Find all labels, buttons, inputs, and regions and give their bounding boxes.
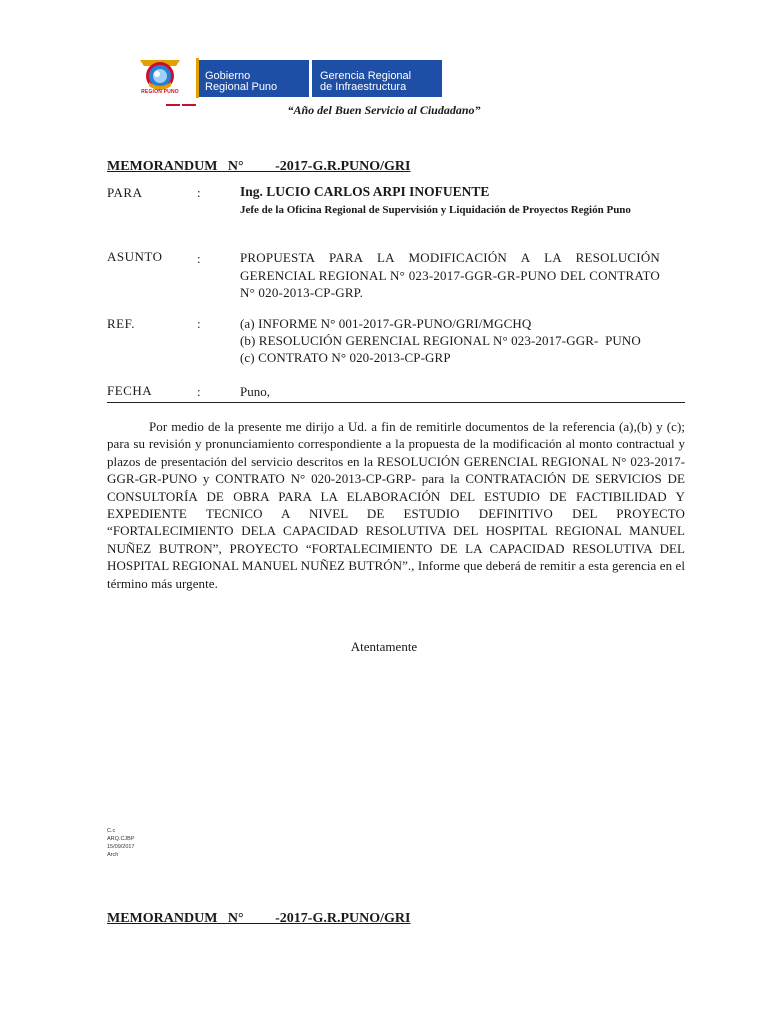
gerencia-line-1: Gerencia Regional [320,70,412,82]
para-colon: : [197,185,201,200]
header-rule [107,402,685,403]
reference-item: (a) INFORME N° 001-2017-GR-PUNO/GRI/MGCHQ [240,316,532,331]
asunto-label: ASUNTO [107,249,163,264]
year-motto: “Año del Buen Servicio al Ciudadano” [287,103,481,117]
fecha-colon: : [197,384,201,399]
cc-line: 15/09/2017 [107,844,135,850]
reference-list [240,315,641,366]
memo-title: MEMORANDUM N° -2017-G.R.PUNO/GRI [107,159,411,174]
cc-line: C.c [107,828,116,834]
gobierno-line-1: Gobierno [205,70,251,82]
cc-block [107,827,135,859]
cc-line: ARQ.CJBP [107,836,135,842]
seal-caption: REGION PUNO [141,89,179,95]
reference-item: (b) RESOLUCIÓN GERENCIAL REGIONAL N° 023-2017-GGR- PUNO [240,333,641,348]
recipient-title: Jefe de la Oficina Regional de Supervisión y Liquidación de Proyectos Región Puno [240,204,631,216]
asunto-colon: : [197,251,201,266]
para-label: PARA [107,185,143,200]
gobierno-regional-box [199,60,309,97]
gerencia-regional-box [312,60,442,97]
recipient-name: Ing. LUCIO CARLOS ARPI INOFUENTE [240,184,490,199]
fecha-label: FECHA [107,383,153,398]
date-value: Puno, [240,384,270,399]
ref-label: REF. [107,316,136,331]
closing-text: Atentamente [350,639,418,654]
memo-title-next-page: MEMORANDUM N° -2017-G.R.PUNO/GRI [107,911,411,926]
memo-body: Por medio de la presente me dirijo a Ud. a fin de remitirle documentos de la referencia (a),(b) y (c); para su revisión y pronunciamiento correspondiente a la propuesta de la modificación al monto contractual y plazos de presentación del servicio descritos en la RESOLUCIÓN GERENCIAL REGIONAL N° 023-2017-GGR-GR-PUNO y CONTRATO N° 020-2013-CP-GRP- para la CONTRATACIÓN DE SERVICIOS DE CONSULTORÍA DE OBRA PARA LA ELABORACIÓN DEL ESTUDIO DE FACTIBILIDAD Y EXPEDIENTE TECNICO A NIVEL DE ESTUDIO DEFINITIVO DEL PROYECTO “FORTALECIMIENTO DELA CAPACIDAD RESOLUTIVA DEL HOSPITAL REGIONAL MANUEL NUÑEZ BUTRON”, PROYECTO “FORTALECIMIENTO DE LA CAPACIDAD RESOLUTIVA DEL HOSPITAL REGIONAL MANUEL NUÑEZ BUTRÓN”., Informe que deberá de remitir a esta gerencia en el término más urgente. [107,419,685,591]
gerencia-line-2: de Infraestructura [320,81,407,93]
ref-colon: : [197,316,201,331]
reference-item: (c) CONTRATO N° 020-2013-CP-GRP [240,350,451,365]
subject-text: PROPUESTA PARA LA MODIFICACIÓN A LA RESOLUCIÓN GERENCIAL REGIONAL N° 023-2017-GGR-GR-PUNO DEL CONTRATO N° 020-2013-CP-GRP. [240,250,660,300]
cc-line: Arch [107,852,119,858]
gobierno-line-2: Regional Puno [205,81,278,93]
